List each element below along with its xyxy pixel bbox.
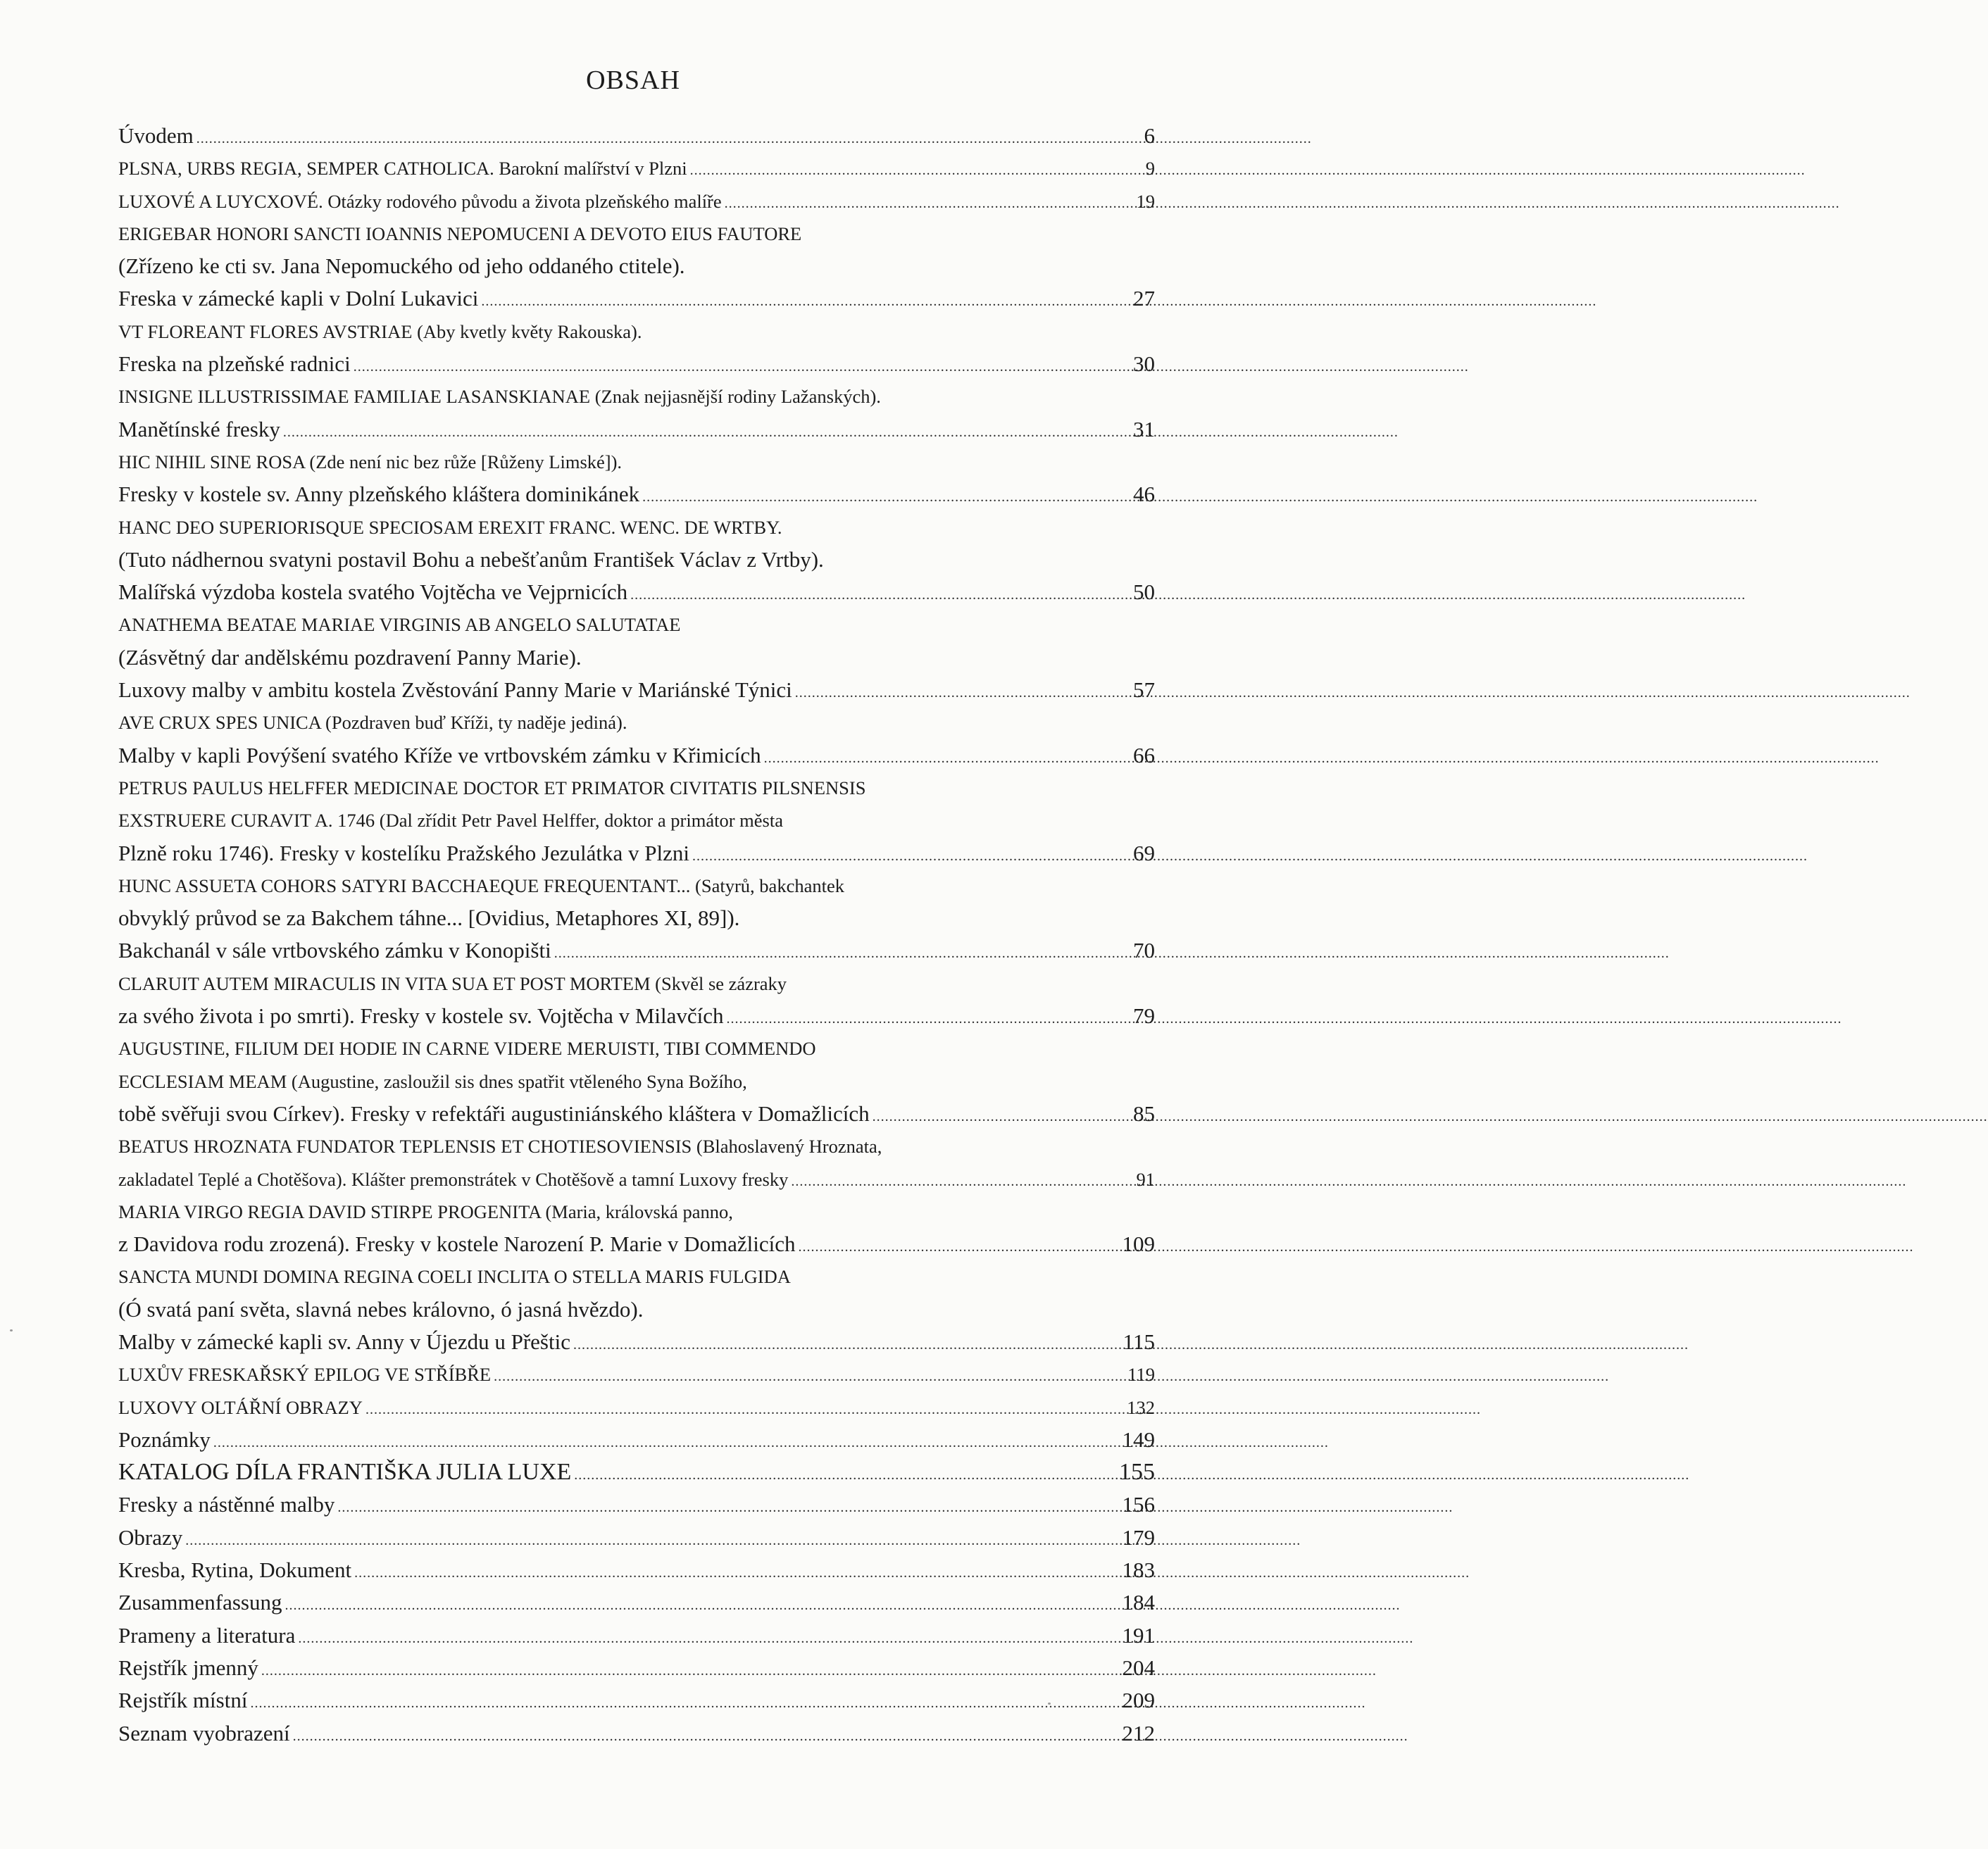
toc-entry-text: LUXOVÉ A LUYCXOVÉ. Otázky rodového původu a života plzeňského malíře [118,190,722,212]
toc-entry-text: ECCLESIAM MEAM (Augustine, zasloužil sis dnes spatřit vtěleného Syna Božího, [118,1070,747,1092]
toc-entry-text: AVE CRUX SPES UNICA (Pozdraven buď Kříži, ty naděje jediná). [118,712,627,734]
toc-entry-heading [118,511,1155,544]
dot-leader [727,1003,1129,1035]
toc-entry-text: INSIGNE ILLUSTRISSIMAE FAMILIAE LASANSKIANAE (Znak nejjasnější rodiny Lažanských). [118,386,881,408]
dot-leader [725,187,1132,220]
toc-entry-page: 70 [1133,938,1155,963]
toc-entry-text: Luxovy malby v ambitu kostela Zvěstování Panny Marie v Mariánské Týnici [118,677,792,703]
toc-entry-page: 69 [1133,840,1155,865]
toc-entry-text: PETRUS PAULUS HELFFER MEDICINAE DOCTOR ET PRIMATOR CIVITATIS PILSNENSIS [118,777,866,798]
toc-entry-text: LUXŮV FRESKAŘSKÝ EPILOG VE STŘÍBŘE [118,1364,492,1386]
toc-entry-page: 46 [1133,482,1155,507]
toc-entry-text: obvyklý průvod se za Bakchem táhne... [Ovidius, Metaphores XI, 89]). [118,905,740,931]
toc-entry-page: 212 [1122,1720,1155,1745]
toc-entry-continuation [118,902,1155,934]
toc-entry-text: (Ó svatá paní světa, slavná nebes královno, ó jasná hvězdo). [118,1296,644,1322]
toc-entry-page: 30 [1133,351,1155,377]
toc-entry-text: Rejstřík jmenný [118,1655,258,1680]
toc-entry-page: 209 [1122,1688,1155,1713]
toc-entry[interactable] [118,739,1155,772]
dot-leader [196,123,1140,155]
toc-entry-text: Malby v zámecké kapli sv. Anny v Újezdu u Přeštic [118,1329,570,1354]
toc-entry-text: Poznámky [118,1427,211,1452]
toc-entry[interactable] [118,934,1155,967]
toc-entry-text: HUNC ASSUETA COHORS SATYRI BACCHAEQUE FREQUENTANT... (Satyrů, bakchantek [118,875,844,896]
toc-entry-page: 155 [1119,1459,1155,1486]
toc-entry-text: PLSNA, URBS REGIA, SEMPER CATHOLICA. Barokní malířství v Plzni [118,158,687,180]
page-title: OBSAH [586,65,680,95]
toc-entry-heading [118,380,1155,413]
dot-leader [764,742,1129,775]
dot-leader [574,1459,1115,1491]
toc-entry[interactable] [118,1717,1155,1750]
toc-entry[interactable] [118,120,1155,152]
toc-entry-text: ANATHEMA BEATAE MARIAE VIRGINIS AB ANGELO SALUTATAE [118,614,681,636]
toc-entry-heading [118,772,1155,804]
dot-leader [554,937,1129,970]
paper-speck [1048,1703,1051,1705]
toc-entry-text: CLARUIT AUTEM MIRACULIS IN VITA SUA ET POST MORTEM (Skvěl se zázraky [118,972,787,994]
toc-entry-heading [118,870,1155,902]
toc-entry[interactable] [118,1619,1155,1652]
toc-entry-heading [118,1260,1155,1293]
toc-entry-page: 184 [1122,1590,1155,1615]
dot-leader [494,1360,1123,1393]
toc-entry-text: z Davidova rodu zrozená). Fresky v kostele Narození P. Marie v Domažlicích [118,1231,796,1257]
toc-entry[interactable] [118,1228,1155,1260]
toc-entry[interactable] [118,1522,1155,1554]
toc-entry[interactable] [118,1586,1155,1619]
toc-entry-text: Manětínské fresky [118,416,280,441]
toc-entry[interactable] [118,1163,1155,1196]
toc-entry-continuation [118,544,1155,576]
toc-entry-heading [118,1130,1155,1162]
toc-entry-page: 132 [1127,1396,1155,1418]
toc-entry[interactable] [118,1652,1155,1684]
dot-leader [799,1231,1118,1263]
toc-entry-page: 85 [1133,1101,1155,1126]
dot-leader [791,1165,1132,1198]
toc-entry[interactable] [118,1358,1155,1391]
toc-entry-text: Seznam vyobrazení [118,1720,290,1745]
dot-leader [354,351,1129,383]
toc-entry-page: 57 [1133,677,1155,703]
toc-entry[interactable] [118,185,1155,218]
toc-entry[interactable] [118,1000,1155,1032]
dot-leader [690,154,1142,187]
toc-entry[interactable] [118,1424,1155,1456]
toc-entry-text: HIC NIHIL SINE ROSA (Zde není nic bez růže [Růženy Limské]). [118,451,623,472]
toc-entry-text: za svého života i po smrti). Fresky v kostele sv. Vojtěcha v Milavčích [118,1003,724,1029]
toc-entry-text: VT FLOREANT FLORES AVSTRIAE (Aby kvetly květy Rakouska). [118,320,642,342]
toc-entry-heading [118,608,1155,641]
dot-leader [337,1491,1118,1524]
toc-entry[interactable] [118,1391,1155,1424]
dot-leader [630,579,1129,611]
toc-entry-page: 119 [1127,1364,1155,1386]
toc-entry-page: 115 [1123,1329,1155,1354]
table-of-contents [118,120,1155,1750]
toc-entry-text: tobě svěřuji svou Církev). Fresky v refektáři augustiniánského kláštera v Domažlicích [118,1101,870,1126]
toc-entry-page: 9 [1145,158,1155,180]
toc-entry-page: 183 [1122,1557,1155,1583]
toc-entry-text: Plzně roku 1746). Fresky v kostelíku Pražského Jezulátka v Plzni [118,840,690,865]
dot-leader [795,677,1129,709]
toc-entry-text: AUGUSTINE, FILIUM DEI HODIE IN CARNE VIDERE MERUISTI, TIBI COMMENDO [118,1038,816,1060]
toc-entry-page: 156 [1122,1492,1155,1517]
toc-entry-text: (Zásvětný dar andělskému pozdravení Panny Marie). [118,644,582,670]
toc-entry-text: Freska v zámecké kapli v Dolní Lukavici [118,286,479,311]
dot-leader [481,285,1129,318]
toc-entry-page: 27 [1133,286,1155,311]
toc-entry-heading [118,1032,1155,1065]
toc-entry[interactable] [118,348,1155,380]
toc-entry[interactable] [118,674,1155,706]
toc-entry-page: 91 [1136,1168,1155,1190]
dot-leader [250,1687,1118,1719]
toc-entry-text: SANCTA MUNDI DOMINA REGINA COELI INCLITA O STELLA MARIS FULGIDA [118,1266,791,1288]
toc-entry-text: (Zřízeno ke cti sv. Jana Nepomuckého od jeho oddaného ctitele). [118,253,685,279]
toc-entry-text: Fresky v kostele sv. Anny plzeňského kláštera dominikánek [118,482,640,507]
toc-entry[interactable] [118,1098,1155,1130]
toc-entry[interactable] [118,837,1155,870]
toc-entry[interactable] [118,1456,1155,1488]
toc-entry-continuation [118,804,1155,836]
toc-entry[interactable] [118,152,1155,184]
dot-leader [213,1427,1118,1459]
toc-entry-text: (Tuto nádhernou svatyni postavil Bohu a nebešťanům František Václav z Vrtby). [118,546,824,572]
toc-entry[interactable] [118,1554,1155,1586]
toc-entry-heading [118,706,1155,739]
toc-entry-page: 66 [1133,742,1155,767]
toc-entry-text: EXSTRUERE CURAVIT A. 1746 (Dal zřídit Petr Pavel Helffer, doktor a primátor města [118,810,783,832]
toc-entry-continuation [118,250,1155,282]
toc-entry-heading [118,218,1155,250]
toc-entry[interactable] [118,413,1155,446]
toc-entry[interactable] [118,478,1155,510]
toc-entry-continuation [118,641,1155,674]
toc-entry-heading [118,967,1155,1000]
toc-entry[interactable] [118,1326,1155,1358]
dot-leader [642,481,1129,513]
toc-entry-text: Úvodem [118,123,194,148]
toc-entry-text: Prameny a literatura [118,1622,296,1648]
dot-leader [283,416,1129,449]
toc-entry-text: LUXOVY OLTÁŘNÍ OBRAZY [118,1396,363,1418]
toc-entry-page: 79 [1133,1003,1155,1029]
toc-entry-page: 149 [1122,1427,1155,1452]
toc-entry-continuation [118,1293,1155,1326]
toc-entry-text: Kresba, Rytina, Dokument [118,1557,352,1583]
toc-entry-page: 204 [1122,1655,1155,1680]
toc-entry-heading [118,446,1155,478]
paper-speck [10,1329,13,1331]
toc-entry-page: 6 [1144,123,1155,148]
toc-entry-page: 31 [1133,416,1155,441]
dot-leader [573,1329,1119,1361]
toc-entry[interactable] [118,282,1155,315]
dot-leader [298,1622,1118,1655]
toc-entry-text: ERIGEBAR HONORI SANCTI IOANNIS NEPOMUCENI A DEVOTO EIUS FAUTORE [118,222,802,244]
toc-entry-text: Bakchanál v sále vrtbovského zámku v Konopišti [118,938,551,963]
dot-leader [285,1589,1118,1622]
toc-entry-page: 50 [1133,579,1155,605]
toc-entry-text: Obrazy [118,1524,183,1550]
dot-leader [692,840,1129,872]
toc-entry-page: 109 [1122,1231,1155,1257]
toc-entry-text: Freska na plzeňské radnici [118,351,351,377]
toc-entry[interactable] [118,576,1155,608]
dot-leader [365,1393,1123,1426]
toc-entry[interactable] [118,1488,1155,1521]
dot-leader [354,1557,1118,1589]
toc-entry-heading [118,1196,1155,1228]
dot-leader [261,1655,1118,1687]
toc-entry-text: Zusammenfassung [118,1590,282,1615]
toc-entry-heading [118,315,1155,348]
dot-leader [293,1720,1118,1753]
toc-entry[interactable] [118,1684,1155,1717]
toc-entry-page: 191 [1122,1622,1155,1648]
dot-leader [185,1524,1118,1557]
toc-entry-text: Malby v kapli Povýšení svatého Kříže ve vrtbovském zámku v Křimicích [118,742,761,767]
toc-entry-page: 179 [1122,1524,1155,1550]
toc-entry-text: Fresky a nástěnné malby [118,1492,335,1517]
toc-entry-text: KATALOG DÍLA FRANTIŠKA JULIA LUXE [118,1459,572,1486]
toc-entry-text: MARIA VIRGO REGIA DAVID STIRPE PROGENITA (Maria, královská panno, [118,1201,733,1222]
toc-entry-page: 19 [1136,190,1155,212]
toc-entry-text: Malířská výzdoba kostela svatého Vojtěcha ve Vejprnicích [118,579,628,605]
toc-entry-text: BEATUS HROZNATA FUNDATOR TEPLENSIS ET CHOTIESOVIENSIS (Blahoslavený Hroznata, [118,1136,882,1158]
toc-entry-text: Rejstřík místní [118,1688,248,1713]
toc-entry-text: HANC DEO SUPERIORISQUE SPECIOSAM EREXIT FRANC. WENC. DE WRTBY. [118,516,782,538]
toc-entry-continuation [118,1065,1155,1098]
toc-entry-text: zakladatel Teplé a Chotěšova). Klášter premonstrátek v Chotěšově a tamní Luxovy fresky [118,1168,789,1190]
dot-leader [873,1101,1129,1133]
